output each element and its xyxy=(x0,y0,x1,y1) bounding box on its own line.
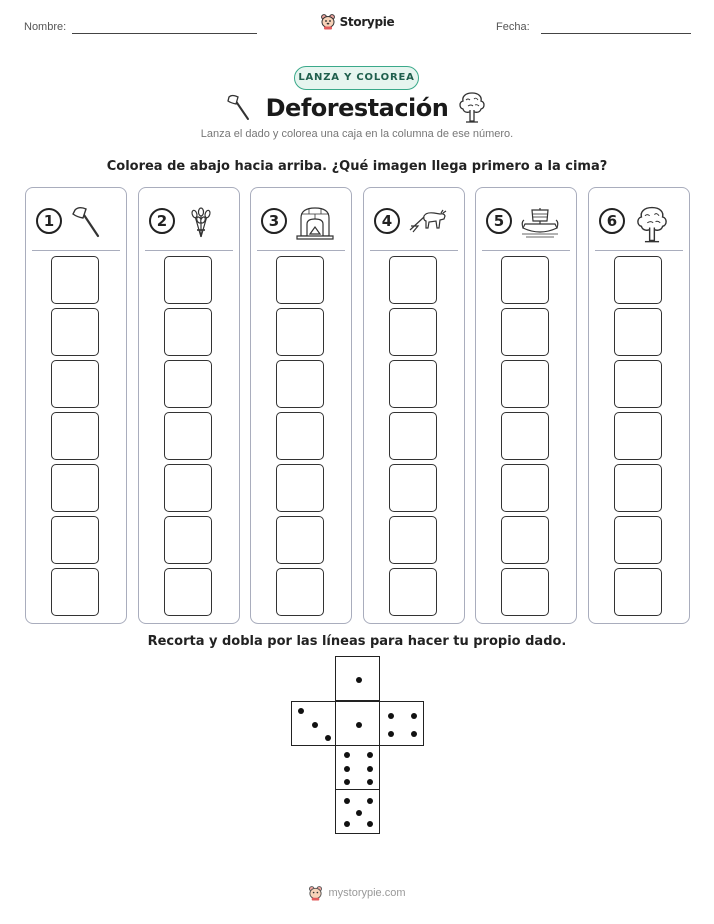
die-face-1 xyxy=(335,656,380,701)
column-divider xyxy=(32,250,120,251)
color-box[interactable] xyxy=(51,568,99,616)
wheat-icon xyxy=(183,204,219,245)
column-divider xyxy=(257,250,345,251)
die-pip xyxy=(356,810,362,816)
color-box[interactable] xyxy=(501,516,549,564)
die-pip xyxy=(411,731,417,737)
die-face-6 xyxy=(335,745,380,790)
color-box[interactable] xyxy=(164,464,212,512)
die-pip xyxy=(367,766,373,772)
color-box[interactable] xyxy=(389,308,437,356)
column-number: 1 xyxy=(36,208,62,234)
viking-ship-icon xyxy=(520,204,560,245)
color-box[interactable] xyxy=(164,256,212,304)
die-face-3 xyxy=(291,701,336,746)
column-4 xyxy=(363,187,465,624)
color-box[interactable] xyxy=(276,256,324,304)
die-face-1 xyxy=(335,701,380,746)
color-box[interactable] xyxy=(51,256,99,304)
color-box[interactable] xyxy=(389,360,437,408)
die-face-5 xyxy=(335,789,380,834)
die-pip xyxy=(388,731,394,737)
color-box[interactable] xyxy=(389,516,437,564)
color-box[interactable] xyxy=(614,412,662,460)
color-box[interactable] xyxy=(276,568,324,616)
die-pip xyxy=(367,821,373,827)
brick-oven-icon xyxy=(295,204,335,245)
axe-icon xyxy=(70,204,106,245)
die-pip xyxy=(312,722,318,728)
color-box[interactable] xyxy=(501,308,549,356)
column-5 xyxy=(475,187,577,624)
color-box[interactable] xyxy=(614,308,662,356)
name-label: Nombre: xyxy=(24,21,67,33)
die-pip xyxy=(356,677,362,683)
date-line[interactable] xyxy=(541,33,691,34)
die-pip xyxy=(367,752,373,758)
column-number: 3 xyxy=(261,208,287,234)
color-box[interactable] xyxy=(164,308,212,356)
color-box[interactable] xyxy=(276,360,324,408)
color-box[interactable] xyxy=(164,412,212,460)
color-box[interactable] xyxy=(389,464,437,512)
column-number: 2 xyxy=(149,208,175,234)
die-pip xyxy=(411,713,417,719)
column-number: 6 xyxy=(599,208,625,234)
color-box[interactable] xyxy=(51,464,99,512)
color-box[interactable] xyxy=(276,516,324,564)
die-pip xyxy=(325,735,331,741)
ox-plow-icon xyxy=(408,204,448,245)
die-pip xyxy=(298,708,304,714)
tree-icon xyxy=(633,204,671,249)
column-number: 5 xyxy=(486,208,512,234)
column-number: 4 xyxy=(374,208,400,234)
color-box[interactable] xyxy=(51,412,99,460)
footer-url[interactable]: mystorypie.com xyxy=(328,887,406,899)
column-6 xyxy=(588,187,690,624)
color-box[interactable] xyxy=(389,256,437,304)
date-label: Fecha: xyxy=(496,21,530,33)
column-divider xyxy=(482,250,570,251)
color-box[interactable] xyxy=(164,360,212,408)
column-1 xyxy=(25,187,127,624)
color-box[interactable] xyxy=(51,308,99,356)
brand xyxy=(0,13,714,35)
die-pip xyxy=(367,798,373,804)
subtitle: Lanza el dado y colorea una caja en la columna de ese número. xyxy=(200,128,514,140)
brand-name: Storypie xyxy=(339,14,395,29)
activity-badge: LANZA Y COLOREA xyxy=(294,66,419,90)
instruction: Colorea de abajo hacia arriba. ¿Qué imagen llega primero a la cima? xyxy=(106,159,608,174)
column-3 xyxy=(250,187,352,624)
die-pip xyxy=(344,798,350,804)
color-box[interactable] xyxy=(501,464,549,512)
color-box[interactable] xyxy=(389,568,437,616)
color-box[interactable] xyxy=(501,412,549,460)
color-box[interactable] xyxy=(614,516,662,564)
die-face-4 xyxy=(379,701,424,746)
color-box[interactable] xyxy=(51,516,99,564)
footer xyxy=(0,885,714,906)
column-2 xyxy=(138,187,240,624)
die-pip xyxy=(344,779,350,785)
color-box[interactable] xyxy=(501,568,549,616)
column-divider xyxy=(595,250,683,251)
die-pip xyxy=(388,713,394,719)
color-box[interactable] xyxy=(614,256,662,304)
color-box[interactable] xyxy=(614,360,662,408)
color-box[interactable] xyxy=(164,568,212,616)
die-pip xyxy=(344,752,350,758)
color-box[interactable] xyxy=(276,308,324,356)
color-box[interactable] xyxy=(276,412,324,460)
column-divider xyxy=(370,250,458,251)
storypie-logo-icon xyxy=(320,13,336,30)
storypie-logo-icon xyxy=(308,885,323,901)
color-box[interactable] xyxy=(389,412,437,460)
tree-icon xyxy=(456,90,488,124)
die-pip xyxy=(344,821,350,827)
column-divider xyxy=(145,250,233,251)
page-title: Deforestación xyxy=(265,94,449,122)
cut-instruction: Recorta y dobla por las líneas para hacer tu propio dado. xyxy=(147,634,567,649)
color-box[interactable] xyxy=(51,360,99,408)
color-box[interactable] xyxy=(276,464,324,512)
die-pip xyxy=(344,766,350,772)
die-pip xyxy=(356,722,362,728)
color-box[interactable] xyxy=(164,516,212,564)
color-box[interactable] xyxy=(501,360,549,408)
color-box[interactable] xyxy=(614,568,662,616)
color-box[interactable] xyxy=(614,464,662,512)
die-pip xyxy=(367,779,373,785)
color-box[interactable] xyxy=(501,256,549,304)
